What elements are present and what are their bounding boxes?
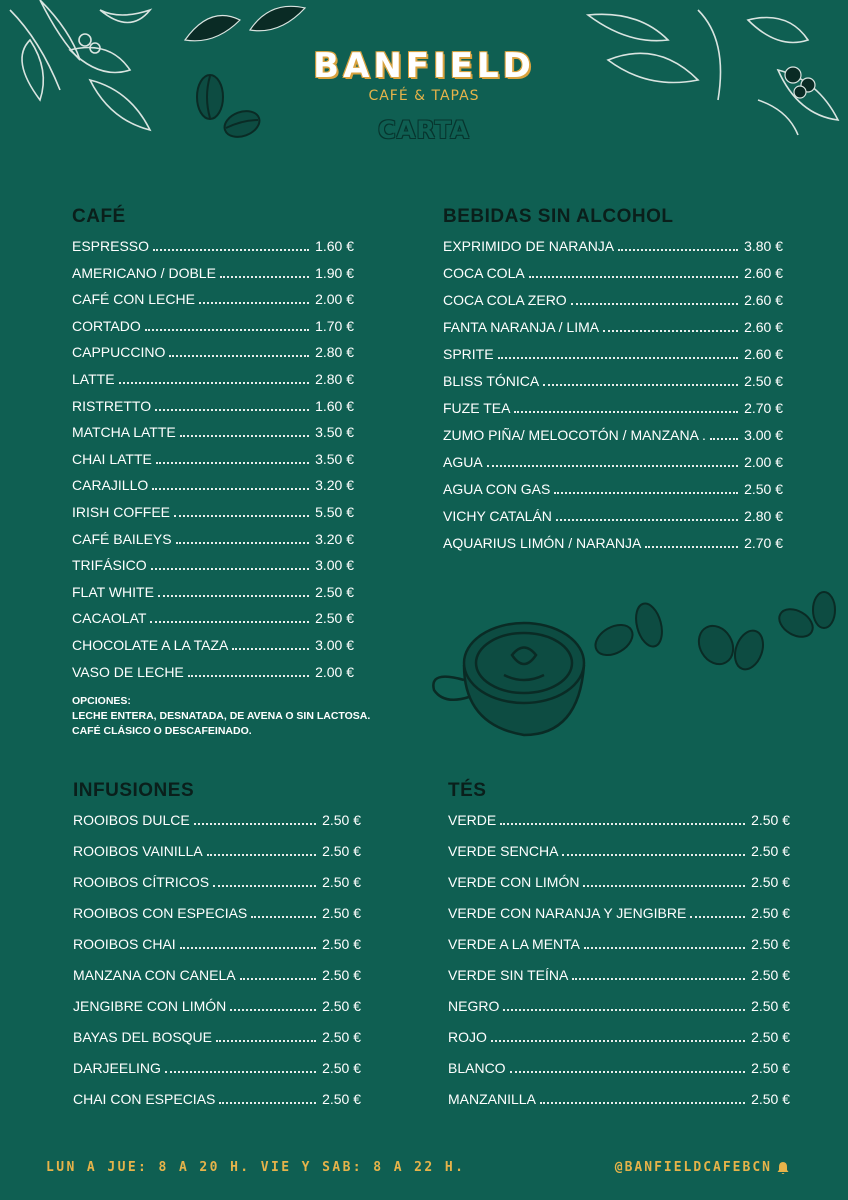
menu-item-row bbox=[72, 238, 354, 265]
dot-leader bbox=[119, 382, 310, 384]
item-price: 1.60 € bbox=[315, 238, 354, 254]
item-price: 2.50 € bbox=[751, 1091, 790, 1107]
item-name: MATCHA LATTE bbox=[72, 424, 176, 441]
dot-leader bbox=[145, 329, 309, 331]
item-name: VERDE SENCHA bbox=[448, 843, 559, 859]
menu-item-row bbox=[443, 292, 783, 319]
menu-item-row bbox=[448, 874, 790, 905]
menu-item-row bbox=[73, 1091, 361, 1122]
dot-leader bbox=[174, 515, 309, 517]
social-handle bbox=[615, 1160, 790, 1175]
opening-hours: LUN A JUE: 8 A 20 H. VIE Y SAB: 8 A 22 H. bbox=[46, 1160, 466, 1175]
dot-leader bbox=[562, 854, 745, 856]
item-name: ROOIBOS CON ESPECIAS bbox=[73, 905, 248, 921]
dot-leader bbox=[188, 675, 309, 677]
menu-item-row bbox=[443, 319, 783, 346]
item-name: CACAOLAT bbox=[72, 610, 147, 627]
item-price: 2.50 € bbox=[322, 905, 361, 921]
item-price: 2.50 € bbox=[744, 373, 783, 389]
item-price: 2.50 € bbox=[751, 1029, 790, 1045]
dot-leader bbox=[251, 916, 316, 918]
brand-title: BANFIELD bbox=[313, 46, 535, 86]
menu-item-row bbox=[448, 998, 790, 1029]
item-name: ROOIBOS DULCE bbox=[73, 812, 190, 828]
item-price: 2.50 € bbox=[322, 1091, 361, 1107]
item-name: AQUARIUS LIMÓN / NARANJA bbox=[443, 535, 642, 551]
dot-leader bbox=[156, 462, 309, 464]
dot-leader bbox=[529, 276, 738, 278]
options-line: OPCIONES: bbox=[72, 695, 131, 707]
section-title: BEBIDAS SIN ALCOHOL bbox=[443, 206, 674, 227]
menu-item-row bbox=[443, 346, 783, 373]
menu-item-row bbox=[72, 318, 354, 345]
dot-leader bbox=[150, 621, 309, 623]
dot-leader bbox=[155, 409, 309, 411]
item-price: 2.50 € bbox=[322, 998, 361, 1014]
item-price: 2.50 € bbox=[322, 874, 361, 890]
item-price: 2.60 € bbox=[744, 265, 783, 281]
dot-leader bbox=[543, 384, 738, 386]
item-price: 2.50 € bbox=[322, 1029, 361, 1045]
coffee-cup-illustration bbox=[424, 585, 848, 745]
menu-item-row bbox=[448, 843, 790, 874]
dot-leader bbox=[220, 276, 309, 278]
item-price: 2.70 € bbox=[744, 400, 783, 416]
item-name: VERDE bbox=[448, 812, 497, 828]
item-name: CARAJILLO bbox=[72, 477, 149, 494]
dot-leader bbox=[151, 568, 309, 570]
item-name: FANTA NARANJA / LIMA bbox=[443, 319, 600, 335]
section-title: INFUSIONES bbox=[73, 780, 195, 801]
menu-item-row bbox=[443, 238, 783, 265]
dot-leader bbox=[152, 488, 309, 490]
menu-item-row bbox=[72, 637, 354, 664]
item-price: 2.00 € bbox=[744, 454, 783, 470]
section-bebidas bbox=[443, 206, 783, 562]
menu-item-row bbox=[72, 291, 354, 318]
item-name: VICHY CATALÁN bbox=[443, 508, 552, 524]
menu-item-row bbox=[73, 843, 361, 874]
item-name: DARJEELING bbox=[73, 1060, 161, 1076]
item-name: VERDE SIN TEÍNA bbox=[448, 967, 569, 983]
item-price: 2.50 € bbox=[751, 998, 790, 1014]
item-name: EXPRIMIDO DE NARANJA bbox=[443, 238, 615, 254]
options-line: LECHE ENTERA, DESNATADA, DE AVENA O SIN LACTOSA. bbox=[72, 710, 371, 722]
coffee-options-note bbox=[72, 694, 370, 739]
item-price: 2.50 € bbox=[751, 936, 790, 952]
dot-leader bbox=[194, 823, 316, 825]
item-name: BLANCO bbox=[448, 1060, 506, 1076]
item-list bbox=[443, 238, 783, 562]
item-name: ROJO bbox=[448, 1029, 487, 1045]
item-name: IRISH COFFEE bbox=[72, 503, 171, 520]
menu-item-row bbox=[448, 936, 790, 967]
item-name: ROOIBOS VAINILLA bbox=[73, 843, 203, 859]
section-cafe bbox=[72, 206, 354, 690]
item-name: FUZE TEA bbox=[443, 400, 511, 416]
section-tes bbox=[448, 780, 790, 1122]
menu-item-row bbox=[73, 967, 361, 998]
menu-item-row bbox=[73, 1029, 361, 1060]
item-price: 2.50 € bbox=[751, 812, 790, 828]
dot-leader bbox=[540, 1102, 745, 1104]
item-name: MANZANILLA bbox=[448, 1091, 536, 1107]
dot-leader bbox=[219, 1102, 316, 1104]
menu-item-row bbox=[72, 610, 354, 637]
dot-leader bbox=[487, 465, 738, 467]
item-price: 2.50 € bbox=[322, 936, 361, 952]
item-price: 2.50 € bbox=[322, 967, 361, 983]
item-name: NEGRO bbox=[448, 998, 500, 1014]
item-price: 2.60 € bbox=[744, 346, 783, 362]
dot-leader bbox=[503, 1009, 745, 1011]
item-name: AGUA bbox=[443, 454, 483, 470]
item-name: CHAI CON ESPECIAS bbox=[73, 1091, 216, 1107]
item-name: VASO DE LECHE bbox=[72, 663, 184, 680]
dot-leader bbox=[618, 249, 738, 251]
menu-item-row bbox=[443, 454, 783, 481]
options-line: CAFÉ CLÁSICO O DESCAFEINADO. bbox=[72, 725, 252, 737]
dot-leader bbox=[571, 303, 738, 305]
item-name: RISTRETTO bbox=[72, 397, 152, 414]
menu-item-row bbox=[72, 504, 354, 531]
item-name: CORTADO bbox=[72, 317, 141, 334]
item-name: FLAT WHITE bbox=[72, 583, 154, 600]
item-list bbox=[72, 238, 354, 690]
dot-leader bbox=[213, 885, 316, 887]
item-name: VERDE CON NARANJA Y JENGIBRE bbox=[448, 905, 687, 921]
menu-item-row bbox=[72, 451, 354, 478]
menu-item-row bbox=[72, 398, 354, 425]
item-price: 2.80 € bbox=[744, 508, 783, 524]
item-price: 3.00 € bbox=[315, 636, 354, 653]
menu-item-row bbox=[443, 373, 783, 400]
dot-leader bbox=[583, 885, 745, 887]
item-name: ESPRESSO bbox=[72, 238, 150, 254]
dot-leader bbox=[554, 492, 738, 494]
item-price: 2.50 € bbox=[751, 905, 790, 921]
menu-item-row bbox=[72, 557, 354, 584]
menu-item-row bbox=[443, 481, 783, 508]
item-name: CAPPUCCINO bbox=[72, 344, 166, 361]
instagram-handle: @BANFIELDCAFEBCN bbox=[614, 1160, 772, 1175]
section-title: CAFÉ bbox=[72, 206, 126, 227]
dot-leader bbox=[584, 947, 745, 949]
menu-item-row bbox=[72, 584, 354, 611]
item-list bbox=[73, 812, 361, 1122]
item-price: 3.50 € bbox=[315, 424, 354, 441]
dot-leader bbox=[603, 330, 738, 332]
item-price: 3.00 € bbox=[315, 557, 354, 574]
item-price: 2.50 € bbox=[744, 481, 783, 497]
item-name: CAFÉ CON LECHE bbox=[72, 291, 195, 308]
item-name: BAYAS DEL BOSQUE bbox=[73, 1029, 213, 1045]
item-price: 3.50 € bbox=[315, 450, 354, 467]
dot-leader bbox=[180, 435, 309, 437]
menu-item-row bbox=[448, 905, 790, 936]
menu-item-row bbox=[448, 1029, 790, 1060]
item-name: SPRITE bbox=[443, 346, 494, 362]
item-name: ROOIBOS CHAI bbox=[73, 936, 176, 952]
item-price: 3.00 € bbox=[744, 427, 783, 443]
item-price: 2.50 € bbox=[751, 843, 790, 859]
dot-leader bbox=[645, 546, 738, 548]
menu-item-row bbox=[72, 664, 354, 691]
dot-leader bbox=[153, 249, 309, 251]
dot-leader bbox=[176, 542, 309, 544]
menu-item-row bbox=[73, 936, 361, 967]
dot-leader bbox=[500, 823, 745, 825]
item-name: COCA COLA ZERO bbox=[443, 292, 567, 308]
item-name: VERDE CON LIMÓN bbox=[448, 874, 580, 890]
item-name: MANZANA CON CANELA bbox=[73, 967, 236, 983]
dot-leader bbox=[158, 595, 309, 597]
menu-item-row bbox=[73, 905, 361, 936]
item-price: 5.50 € bbox=[315, 503, 354, 520]
item-name: TRIFÁSICO bbox=[72, 557, 147, 574]
item-name: LATTE bbox=[72, 370, 115, 387]
item-name: CHOCOLATE A LA TAZA bbox=[72, 636, 229, 653]
menu-item-row bbox=[448, 1060, 790, 1091]
item-name: VERDE A LA MENTA bbox=[448, 936, 581, 952]
dot-leader bbox=[491, 1040, 745, 1042]
item-name: BLISS TÓNICA bbox=[443, 373, 540, 389]
menu-item-row bbox=[443, 508, 783, 535]
item-price: 2.50 € bbox=[315, 583, 354, 600]
dot-leader bbox=[207, 854, 316, 856]
dot-leader bbox=[498, 357, 738, 359]
item-price: 2.60 € bbox=[744, 319, 783, 335]
section-title: TÉS bbox=[448, 780, 487, 801]
menu-item-row bbox=[73, 812, 361, 843]
menu-item-row bbox=[73, 874, 361, 905]
dot-leader bbox=[510, 1071, 745, 1073]
menu-heading: CARTA bbox=[378, 116, 470, 144]
item-list bbox=[448, 812, 790, 1122]
item-price: 1.70 € bbox=[315, 317, 354, 334]
dot-leader bbox=[690, 916, 745, 918]
item-price: 2.00 € bbox=[315, 291, 354, 308]
item-price: 3.20 € bbox=[315, 530, 354, 547]
section-infusiones bbox=[73, 780, 361, 1122]
item-price: 2.00 € bbox=[315, 663, 354, 680]
menu-item-row bbox=[72, 477, 354, 504]
item-price: 3.20 € bbox=[315, 477, 354, 494]
item-name: JENGIBRE CON LIMÓN bbox=[73, 998, 227, 1014]
item-price: 2.50 € bbox=[751, 967, 790, 983]
item-price: 2.60 € bbox=[744, 292, 783, 308]
item-name: AMERICANO / DOBLE bbox=[72, 264, 216, 281]
item-price: 2.50 € bbox=[315, 610, 354, 627]
menu-item-row bbox=[73, 1060, 361, 1091]
menu-item-row bbox=[448, 812, 790, 843]
dot-leader bbox=[514, 411, 738, 413]
dot-leader bbox=[180, 947, 316, 949]
bell-icon bbox=[776, 1161, 790, 1175]
menu-item-row bbox=[443, 265, 783, 292]
menu-item-row bbox=[72, 531, 354, 558]
menu-item-row bbox=[443, 427, 783, 454]
item-price: 2.80 € bbox=[315, 370, 354, 387]
menu-item-row bbox=[72, 265, 354, 292]
item-price: 1.60 € bbox=[315, 397, 354, 414]
dot-leader bbox=[556, 519, 738, 521]
dot-leader bbox=[199, 302, 309, 304]
menu-item-row bbox=[72, 424, 354, 451]
menu-item-row bbox=[443, 535, 783, 562]
dot-leader bbox=[216, 1040, 316, 1042]
dot-leader bbox=[230, 1009, 316, 1011]
item-name: ZUMO PIÑA/ MELOCOTÓN / MANZANA . bbox=[443, 427, 706, 443]
item-price: 2.50 € bbox=[751, 874, 790, 890]
dot-leader bbox=[710, 438, 738, 440]
item-price: 1.90 € bbox=[315, 264, 354, 281]
dot-leader bbox=[572, 978, 745, 980]
dot-leader bbox=[240, 978, 316, 980]
item-price: 3.80 € bbox=[744, 238, 783, 254]
item-name: ROOIBOS CÍTRICOS bbox=[73, 874, 210, 890]
item-name: AGUA CON GAS bbox=[443, 481, 551, 497]
menu-item-row bbox=[448, 967, 790, 998]
item-price: 2.50 € bbox=[322, 812, 361, 828]
item-price: 2.50 € bbox=[751, 1060, 790, 1076]
item-name: CHAI LATTE bbox=[72, 450, 152, 467]
item-price: 2.50 € bbox=[322, 1060, 361, 1076]
dot-leader bbox=[232, 648, 309, 650]
menu-item-row bbox=[73, 998, 361, 1029]
dot-leader bbox=[165, 1071, 316, 1073]
dot-leader bbox=[169, 355, 309, 357]
menu-item-row bbox=[72, 371, 354, 398]
item-name: COCA COLA bbox=[443, 265, 525, 281]
item-price: 2.70 € bbox=[744, 535, 783, 551]
item-name: CAFÉ BAILEYS bbox=[72, 530, 172, 547]
item-price: 2.80 € bbox=[315, 344, 354, 361]
item-price: 2.50 € bbox=[322, 843, 361, 859]
menu-item-row bbox=[448, 1091, 790, 1122]
menu-item-row bbox=[72, 344, 354, 371]
brand-subtitle: CAFÉ & TAPAS bbox=[368, 88, 480, 104]
menu-item-row bbox=[443, 400, 783, 427]
